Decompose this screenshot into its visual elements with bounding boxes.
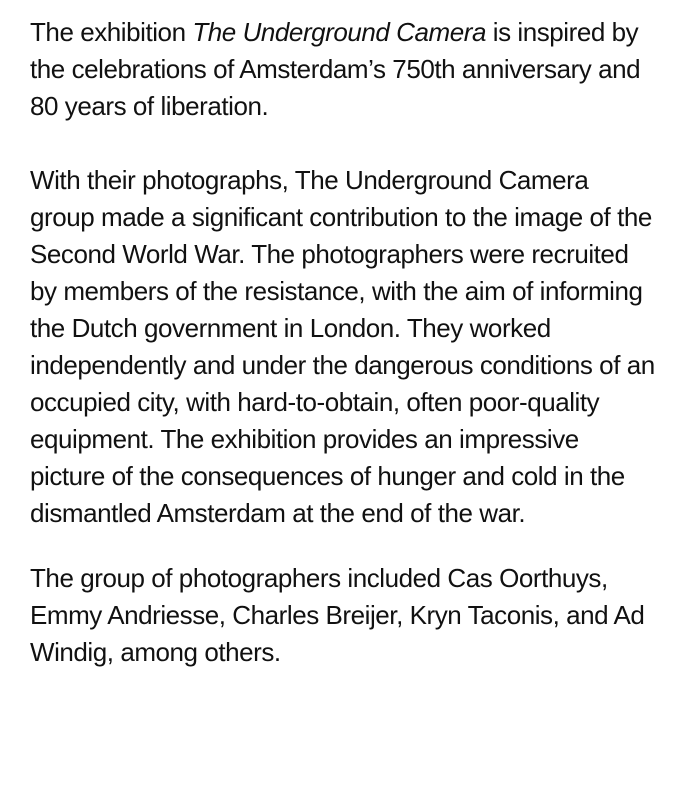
intro-text-after-title: is inspired by the celebrations of Amsterdam’s 750th anniversary and 80 years of liberation.: [30, 17, 641, 121]
photographers-paragraph: The group of photographers included Cas Oorthuys, Emmy Andriesse, Charles Breijer, Kryn Taconis, and Ad Windig, among others.: [30, 563, 645, 667]
exhibition-title: The Underground Camera: [192, 17, 486, 47]
intro-text-before-title: The exhibition: [30, 17, 193, 47]
intro-paragraph: [30, 14, 655, 125]
description-paragraph: With their photographs, The Underground Camera group made a significant contribution to the image of the Second World War. The photographers were recruited by members of the resistance, with the aim of informing the Dutch government in London. They worked independently and under the dangerous conditions of an occupied city, with hard-to-obtain, often poor-quality equipment. The exhibition provides an impressive picture of the consequences of hunger and cold in the dismantled Amsterdam at the end of the war.: [30, 165, 655, 528]
article-body: [30, 14, 655, 671]
